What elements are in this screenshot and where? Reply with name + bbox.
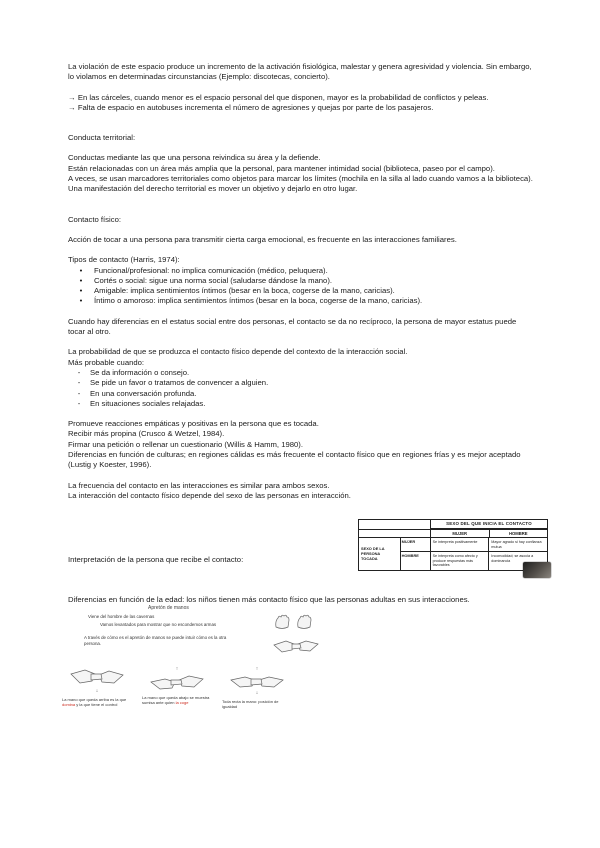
list-item — [68, 399, 534, 409]
effects-line: Diferencias en función de culturas; en regiones cálidas es más frecuente el contacto físico que en regiones frías y es mejor aceptado (Lustig y Koester, 1996). — [68, 450, 521, 470]
sex-frequency-line: La frecuencia del contacto en las interacciones es similar para ambos sexos. — [68, 480, 330, 490]
caption-red-text: la coge — [175, 700, 189, 705]
handshake-figures-row — [62, 666, 292, 709]
caption-text: La mano que queda arriba es la que — [62, 697, 127, 702]
section-heading-contacto: Contacto físico: — [68, 214, 121, 224]
section-heading-territorial: Conducta territorial: — [68, 133, 136, 143]
handshake-figure-equal — [222, 666, 292, 709]
row-label: MUJER — [401, 538, 431, 551]
column-header-mujer: MUJER — [431, 530, 490, 537]
status-paragraph: Cuando hay diferencias en el estatus social entre dos personas, el contacto se da no recíproco, la persona de mayor estatus puede tocar al otro. — [68, 316, 517, 337]
list-item-text: Funcional/profesional: no implica comunicación (médico, peluquera). — [94, 265, 328, 275]
handshake-title: Apretón de manos — [148, 605, 189, 611]
handshake-note: Viene del hombre de las cavernas — [88, 614, 155, 620]
territorial-line: Están relacionadas con un área más amplia que la personal, para mantener intimidad social (biblioteca, paseo por el campo). — [68, 163, 495, 173]
open-hands-icon — [272, 612, 316, 630]
handshake-icon — [272, 636, 320, 654]
table-cell: Se interpreta como afecto y produce respuestas más favorables — [431, 552, 490, 570]
table-cell: Se interpreta positivamente — [431, 538, 490, 551]
arrow-note: → Falta de espacio en autobuses incrementa el número de agresiones y quejas por parte de los pasajeros. — [68, 102, 434, 112]
column-header-hombre: HOMBRE — [508, 531, 528, 536]
table-row — [401, 538, 547, 552]
probability-list — [68, 368, 534, 409]
list-item — [68, 368, 534, 378]
table-title: SEXO DEL QUE INICIA EL CONTACTO — [431, 520, 547, 529]
bullet-icon: • — [79, 286, 83, 296]
contact-types-list — [68, 266, 534, 307]
figure-caption — [62, 697, 132, 707]
handshake-note: A través de cómo es el apretón de manos se puede intuir cómo es la otra persona. — [84, 635, 227, 646]
contact-types-block — [68, 255, 534, 306]
bullet-icon: • — [79, 296, 83, 306]
list-item — [68, 296, 534, 306]
handshake-notes-block — [78, 606, 308, 646]
caption-text: y la que tiene el control — [75, 702, 118, 707]
caption-text: Toda recta la mano: posición de igualdad — [222, 699, 279, 709]
arrow-down-icon: ↓ — [95, 688, 99, 694]
probability-label: Más probable cuando: — [68, 357, 145, 367]
list-item — [68, 389, 534, 399]
effects-line: Firmar una petición o rellenar un cuestionario (Willis & Hamm, 1980). — [68, 439, 303, 449]
handshake-figure-dominant — [62, 666, 132, 709]
territorial-line: Conductas mediante las que una persona reivindica su área y la defiende. — [68, 153, 321, 163]
list-item-text: Se da información o consejo. — [90, 367, 190, 377]
dominant-handshake-icon — [69, 666, 125, 688]
table-cell: Mayor agrado si hay confianza mutua — [491, 540, 542, 549]
table-body — [359, 538, 547, 570]
age-differences-line: Diferencias en función de la edad: los niños tienen más contacto físico que las personas adultas en sus interacciones. — [68, 595, 470, 604]
intro-paragraph: La violación de este espacio produce un incremento de la activación fisiológica, malestar y genera agresividad y violencia. Sin embargo, lo violamos en determinadas circunstancias (Ejemplo: discotecas, concierto). — [68, 62, 532, 82]
handshake-note: Vamos levantados para mostrar que no escondemos armas — [100, 621, 217, 627]
list-item — [68, 286, 534, 296]
submissive-handshake-icon — [149, 672, 205, 692]
list-item-text: Íntimo o amoroso: implica sentimientos íntimos (besar en la boca, cogerse de la mano, caricias). — [94, 296, 423, 306]
handshake-sketches — [272, 612, 322, 660]
bullet-icon: • — [79, 265, 83, 275]
sex-frequency-paragraph — [68, 481, 534, 502]
table-cell: Incomodidad; se asocia a dominancia — [491, 554, 534, 563]
handshake-figure-submissive — [142, 666, 212, 709]
arrow-down-icon: ↓ — [255, 690, 259, 696]
table-header-row — [359, 530, 547, 538]
territorial-line: A veces, se usan marcadores territoriales como objetos para marcar los límites (mochila en la silla al lado cuando vamos a la biblioteca). — [68, 174, 533, 184]
sex-interaction-line: La interacción del contacto físico depende del sexo de las personas en interacción. — [68, 490, 351, 500]
effects-line: Promueve reacciones empáticas y positivas en la persona que es tocada. — [68, 419, 319, 429]
list-item — [68, 276, 534, 286]
bullet-icon: • — [79, 275, 83, 285]
contacto-intro: Acción de tocar a una persona para transmitir cierta carga emocional, es frecuente en las interacciones familiares. — [68, 234, 457, 244]
list-item — [68, 378, 534, 388]
table-header-spacer — [359, 530, 431, 537]
effects-line: Recibir más propina (Crusco & Wetzel, 1984). — [68, 429, 225, 439]
dash-icon: - — [77, 378, 81, 388]
list-item — [68, 266, 534, 276]
caption-text: La mano que queda abajo se muestra sumisa ante quien — [142, 695, 210, 705]
touch-by-sex-table — [358, 519, 548, 571]
arrow-note: → En las cárceles, cuando menor es el espacio personal del que disponen, mayor es la probabilidad de conflictos y peleas. — [68, 92, 489, 102]
territorial-paragraph — [68, 153, 534, 194]
dash-icon: - — [77, 388, 81, 398]
caption-red-text: domina — [62, 702, 76, 707]
territorial-line: Una manifestación del derecho territorial es mover un objetivo y dejarlo en otro lugar. — [68, 184, 358, 194]
equal-handshake-icon — [229, 672, 285, 690]
list-item-text: Se pide un favor o tratamos de convencer a alguien. — [90, 378, 269, 388]
list-item-text: Cortés o social: sigue una norma social (saludarse dándose la mano). — [94, 275, 333, 285]
effects-paragraph — [68, 419, 534, 470]
probability-block — [68, 347, 534, 409]
list-item-text: En una conversación profunda. — [90, 388, 197, 398]
figure-caption — [222, 699, 292, 709]
arrow-up-icon: ↑ — [255, 666, 259, 672]
probability-intro: La probabilidad de que se produzca el contacto físico depende del contexto de la interacción social. — [68, 347, 408, 357]
arrow-up-icon: ↑ — [175, 666, 179, 672]
table-title-row — [359, 520, 547, 530]
list-item-text: Amigable: implica sentimientos íntimos (besar en la boca, cogerse de la mano, caricias). — [94, 286, 395, 296]
dash-icon: - — [77, 398, 81, 408]
table-stub-label: SEXO DE LA PERSONA TOCADA — [359, 538, 401, 570]
figure-caption — [142, 695, 212, 705]
dash-icon: - — [77, 367, 81, 377]
contact-types-label: Tipos de contacto (Harris, 1974): — [68, 255, 180, 265]
list-item-text: En situaciones sociales relajadas. — [90, 398, 206, 408]
row-label: HOMBRE — [401, 552, 431, 570]
interpretation-heading: Interpretación de la persona que recibe el contacto: — [68, 555, 244, 564]
main-text-column — [68, 62, 534, 501]
arrow-notes — [68, 93, 534, 114]
table-corner-spacer — [359, 520, 431, 529]
hands-photo — [523, 562, 551, 578]
